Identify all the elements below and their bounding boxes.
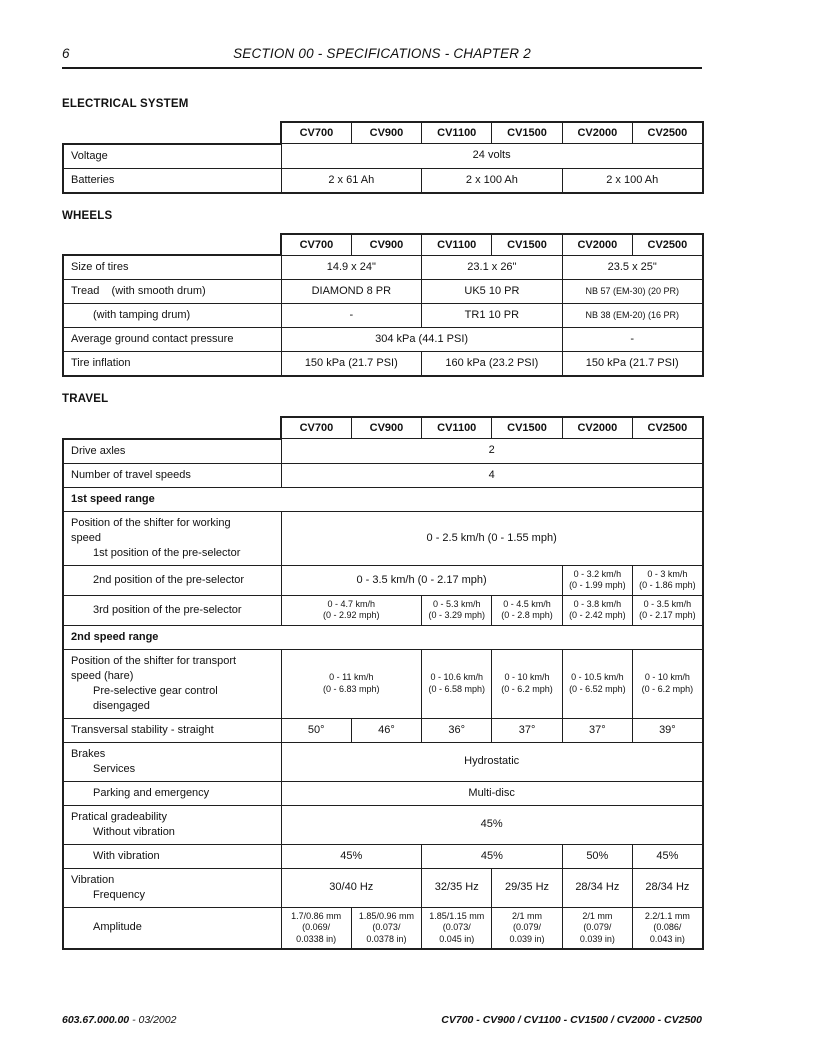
- row-label: [63, 463, 281, 487]
- page-title: SECTION 00 - SPECIFICATIONS - CHAPTER 2: [233, 46, 531, 61]
- row-label-line: Average ground contact pressure: [71, 333, 234, 345]
- table-corner-spacer: [63, 122, 281, 144]
- row-label-line: speed: [71, 531, 101, 544]
- row-label: [63, 907, 281, 949]
- spec-value-cell: 4: [281, 463, 703, 487]
- spec-value-cell: 2 x 61 Ah: [281, 168, 422, 193]
- footer-doc-code: 603.67.000.00: [62, 1014, 130, 1026]
- spec-value-cell: 46°: [351, 718, 421, 742]
- row-label-line: disengaged: [93, 699, 150, 712]
- row-label: [63, 718, 281, 742]
- row-label: [63, 304, 281, 328]
- spec-value-cell: 0 - 3.2 km/h (0 - 1.99 mph): [562, 565, 632, 595]
- spec-value-cell: 0 - 10 km/h (0 - 6.2 mph): [492, 649, 562, 718]
- column-header-cv900: CV900: [351, 417, 421, 439]
- spec-value-cell: UK5 10 PR: [422, 280, 563, 304]
- row-label-line: Tire inflation: [71, 357, 131, 369]
- row-label: [63, 844, 281, 868]
- row-label-line: Brakes: [71, 747, 106, 760]
- spec-value-cell: TR1 10 PR: [422, 304, 563, 328]
- spec-value-cell: 32/35 Hz: [422, 868, 492, 907]
- row-label-line: Pratical gradeability: [71, 810, 167, 823]
- section-row-label: 2nd speed range: [63, 625, 703, 649]
- footer-doc-date: - 03/2002: [129, 1014, 177, 1026]
- table-row: [63, 255, 703, 280]
- spec-value-cell: 304 kPa (44.1 PSI): [281, 328, 562, 352]
- spec-value-cell: 0 - 10.6 km/h (0 - 6.58 mph): [422, 649, 492, 718]
- table-row: [63, 781, 703, 805]
- spec-value-cell: 1.85/1.15 mm (0.073/ 0.045 in): [422, 907, 492, 949]
- column-header-cv900: CV900: [351, 234, 421, 256]
- footer-model-list: CV700 - CV900 / CV1100 - CV1500 / CV2000 - CV2500: [441, 1014, 702, 1026]
- row-label-line: (with tamping drum): [93, 309, 191, 321]
- row-label: [63, 352, 281, 377]
- row-label-line: Position of the shifter for transport: [71, 654, 237, 667]
- table-row: [63, 565, 703, 595]
- spec-value-cell: 28/34 Hz: [632, 868, 702, 907]
- spec-value-cell: -: [562, 328, 703, 352]
- spec-value-cell: 50%: [562, 844, 632, 868]
- spec-value-cell: 1.7/0.86 mm (0.069/ 0.0338 in): [281, 907, 351, 949]
- table-row: [63, 907, 703, 949]
- spec-value-cell: 0 - 3.5 km/h (0 - 2.17 mph): [281, 565, 562, 595]
- spec-value-cell: 160 kPa (23.2 PSI): [422, 352, 563, 377]
- electrical-system-table: [62, 121, 704, 194]
- spec-value-cell: 2: [281, 439, 703, 464]
- column-header-cv2000: CV2000: [562, 122, 632, 144]
- spec-value-cell: 37°: [492, 718, 562, 742]
- spec-value-cell: 29/35 Hz: [492, 868, 562, 907]
- spec-value-cell: 28/34 Hz: [562, 868, 632, 907]
- spec-value-cell: NB 57 (EM-30) (20 PR): [562, 280, 703, 304]
- column-header-cv2500: CV2500: [632, 234, 702, 256]
- row-label-line: Transversal stability - straight: [71, 723, 214, 736]
- table-row: [63, 595, 703, 625]
- section-travel: [62, 393, 702, 950]
- table-row: [63, 328, 703, 352]
- section-wheels: [62, 210, 702, 378]
- spec-value-cell: 2.2/1.1 mm (0.086/ 0.043 in): [632, 907, 702, 949]
- row-label: [63, 255, 281, 280]
- spec-value-cell: 0 - 3.8 km/h (0 - 2.42 mph): [562, 595, 632, 625]
- spec-value-cell: 36°: [422, 718, 492, 742]
- spec-value-cell: 0 - 10.5 km/h (0 - 6.52 mph): [562, 649, 632, 718]
- table-row: [63, 487, 703, 511]
- row-label-line: 2nd position of the pre-selector: [93, 573, 245, 586]
- row-label: [63, 868, 281, 907]
- table-row: [63, 304, 703, 328]
- spec-value-cell: 0 - 2.5 km/h (0 - 1.55 mph): [281, 511, 703, 565]
- row-label: [63, 781, 281, 805]
- table-corner-spacer: [63, 234, 281, 256]
- spec-value-cell: 2/1 mm (0.079/ 0.039 in): [562, 907, 632, 949]
- spec-value-cell: 2 x 100 Ah: [422, 168, 563, 193]
- table-row: [63, 868, 703, 907]
- page-header: [62, 46, 702, 64]
- spec-value-cell: 39°: [632, 718, 702, 742]
- column-header-cv1500: CV1500: [492, 122, 562, 144]
- column-header-cv2000: CV2000: [562, 234, 632, 256]
- footer-doc-reference: [62, 1014, 176, 1026]
- row-label-line: Batteries: [71, 173, 115, 186]
- spec-value-cell: 50°: [281, 718, 351, 742]
- row-label-line: Frequency: [93, 888, 145, 901]
- table-corner-spacer: [63, 417, 281, 439]
- spec-value-cell: 0 - 10 km/h (0 - 6.2 mph): [632, 649, 702, 718]
- row-label-line: speed (hare): [71, 669, 134, 682]
- spec-value-cell: 45%: [281, 805, 703, 844]
- row-label-line: Services: [93, 762, 136, 775]
- page-number: 6: [62, 46, 70, 61]
- spec-value-cell: 2 x 100 Ah: [562, 168, 703, 193]
- column-header-cv1100: CV1100: [422, 417, 492, 439]
- row-label-line: Pre-selective gear control: [93, 684, 218, 697]
- row-label-line: 3rd position of the pre-selector: [93, 603, 242, 616]
- row-label-line: Drive axles: [71, 444, 126, 457]
- table-row: [63, 742, 703, 781]
- row-label: [63, 595, 281, 625]
- spec-value-cell: 37°: [562, 718, 632, 742]
- row-label: [63, 742, 281, 781]
- row-label: [63, 144, 281, 169]
- table-row: [63, 144, 703, 169]
- spec-value-cell: 23.1 x 26": [422, 255, 563, 280]
- column-header-cv1500: CV1500: [492, 417, 562, 439]
- spec-value-cell: 150 kPa (21.7 PSI): [562, 352, 703, 377]
- table-row: [63, 280, 703, 304]
- table-row: [63, 649, 703, 718]
- column-header-cv2500: CV2500: [632, 417, 702, 439]
- spec-value-cell: 0 - 11 km/h (0 - 6.83 mph): [281, 649, 422, 718]
- table-row: [63, 511, 703, 565]
- table-row: [63, 625, 703, 649]
- table-row: [63, 352, 703, 377]
- row-label-line: Number of travel speeds: [71, 468, 191, 481]
- page-footer: [62, 1014, 702, 1026]
- spec-value-cell: 45%: [422, 844, 563, 868]
- column-header-cv1100: CV1100: [422, 234, 492, 256]
- column-header-cv2000: CV2000: [562, 417, 632, 439]
- wheels-table: [62, 233, 704, 378]
- column-header-cv700: CV700: [281, 417, 351, 439]
- spec-value-cell: 0 - 3 km/h (0 - 1.86 mph): [632, 565, 702, 595]
- section-row-label: 1st speed range: [63, 487, 703, 511]
- row-label: [63, 168, 281, 193]
- row-label-line: 1st position of the pre-selector: [93, 546, 241, 559]
- spec-value-cell: 23.5 x 25": [562, 255, 703, 280]
- spec-value-cell: 0 - 4.5 km/h (0 - 2.8 mph): [492, 595, 562, 625]
- spec-value-cell: NB 38 (EM-20) (16 PR): [562, 304, 703, 328]
- column-header-cv1500: CV1500: [492, 234, 562, 256]
- row-label: [63, 439, 281, 464]
- spec-value-cell: DIAMOND 8 PR: [281, 280, 422, 304]
- row-label: [63, 649, 281, 718]
- table-row: [63, 439, 703, 464]
- spec-value-cell: 14.9 x 24": [281, 255, 422, 280]
- spec-value-cell: 150 kPa (21.7 PSI): [281, 352, 422, 377]
- spec-value-cell: Multi-disc: [281, 781, 703, 805]
- spec-value-cell: -: [281, 304, 422, 328]
- spec-value-cell: 1.85/0.96 mm (0.073/ 0.0378 in): [351, 907, 421, 949]
- section-electrical-system: [62, 98, 702, 194]
- spec-value-cell: 0 - 3.5 km/h (0 - 2.17 mph): [632, 595, 702, 625]
- column-header-cv700: CV700: [281, 122, 351, 144]
- row-label: [63, 280, 281, 304]
- row-label: [63, 511, 281, 565]
- spec-value-cell: 45%: [281, 844, 422, 868]
- column-header-cv700: CV700: [281, 234, 351, 256]
- spec-value-cell: 30/40 Hz: [281, 868, 422, 907]
- row-label-line: Position of the shifter for working: [71, 516, 231, 529]
- row-label-line: Parking and emergency: [93, 786, 210, 799]
- column-header-cv1100: CV1100: [422, 122, 492, 144]
- spec-value-cell: 45%: [632, 844, 702, 868]
- row-label: [63, 328, 281, 352]
- spec-value-cell: 0 - 5.3 km/h (0 - 3.29 mph): [422, 595, 492, 625]
- table-row: [63, 718, 703, 742]
- row-label-line: Amplitude: [93, 921, 142, 934]
- row-label-line: Vibration: [71, 873, 115, 886]
- column-header-cv2500: CV2500: [632, 122, 702, 144]
- table-row: [63, 463, 703, 487]
- row-label-line: Tread (with smooth drum): [71, 285, 206, 297]
- row-label-line: Size of tires: [71, 261, 129, 273]
- table-row: [63, 168, 703, 193]
- row-label-line: With vibration: [93, 849, 160, 862]
- row-label: [63, 565, 281, 595]
- section-heading: ELECTRICAL SYSTEM: [62, 98, 189, 110]
- travel-table: [62, 416, 704, 950]
- spec-value-cell: 24 volts: [281, 144, 703, 169]
- spec-value-cell: 2/1 mm (0.079/ 0.039 in): [492, 907, 562, 949]
- spec-value-cell: 0 - 4.7 km/h (0 - 2.92 mph): [281, 595, 422, 625]
- row-label-line: Without vibration: [93, 825, 175, 838]
- row-label-line: Voltage: [71, 149, 108, 162]
- section-heading: WHEELS: [62, 209, 113, 222]
- column-header-cv900: CV900: [351, 122, 421, 144]
- spec-value-cell: Hydrostatic: [281, 742, 703, 781]
- section-heading: TRAVEL: [62, 393, 109, 405]
- row-label: [63, 805, 281, 844]
- table-row: [63, 844, 703, 868]
- table-row: [63, 805, 703, 844]
- header-rule: [62, 67, 702, 69]
